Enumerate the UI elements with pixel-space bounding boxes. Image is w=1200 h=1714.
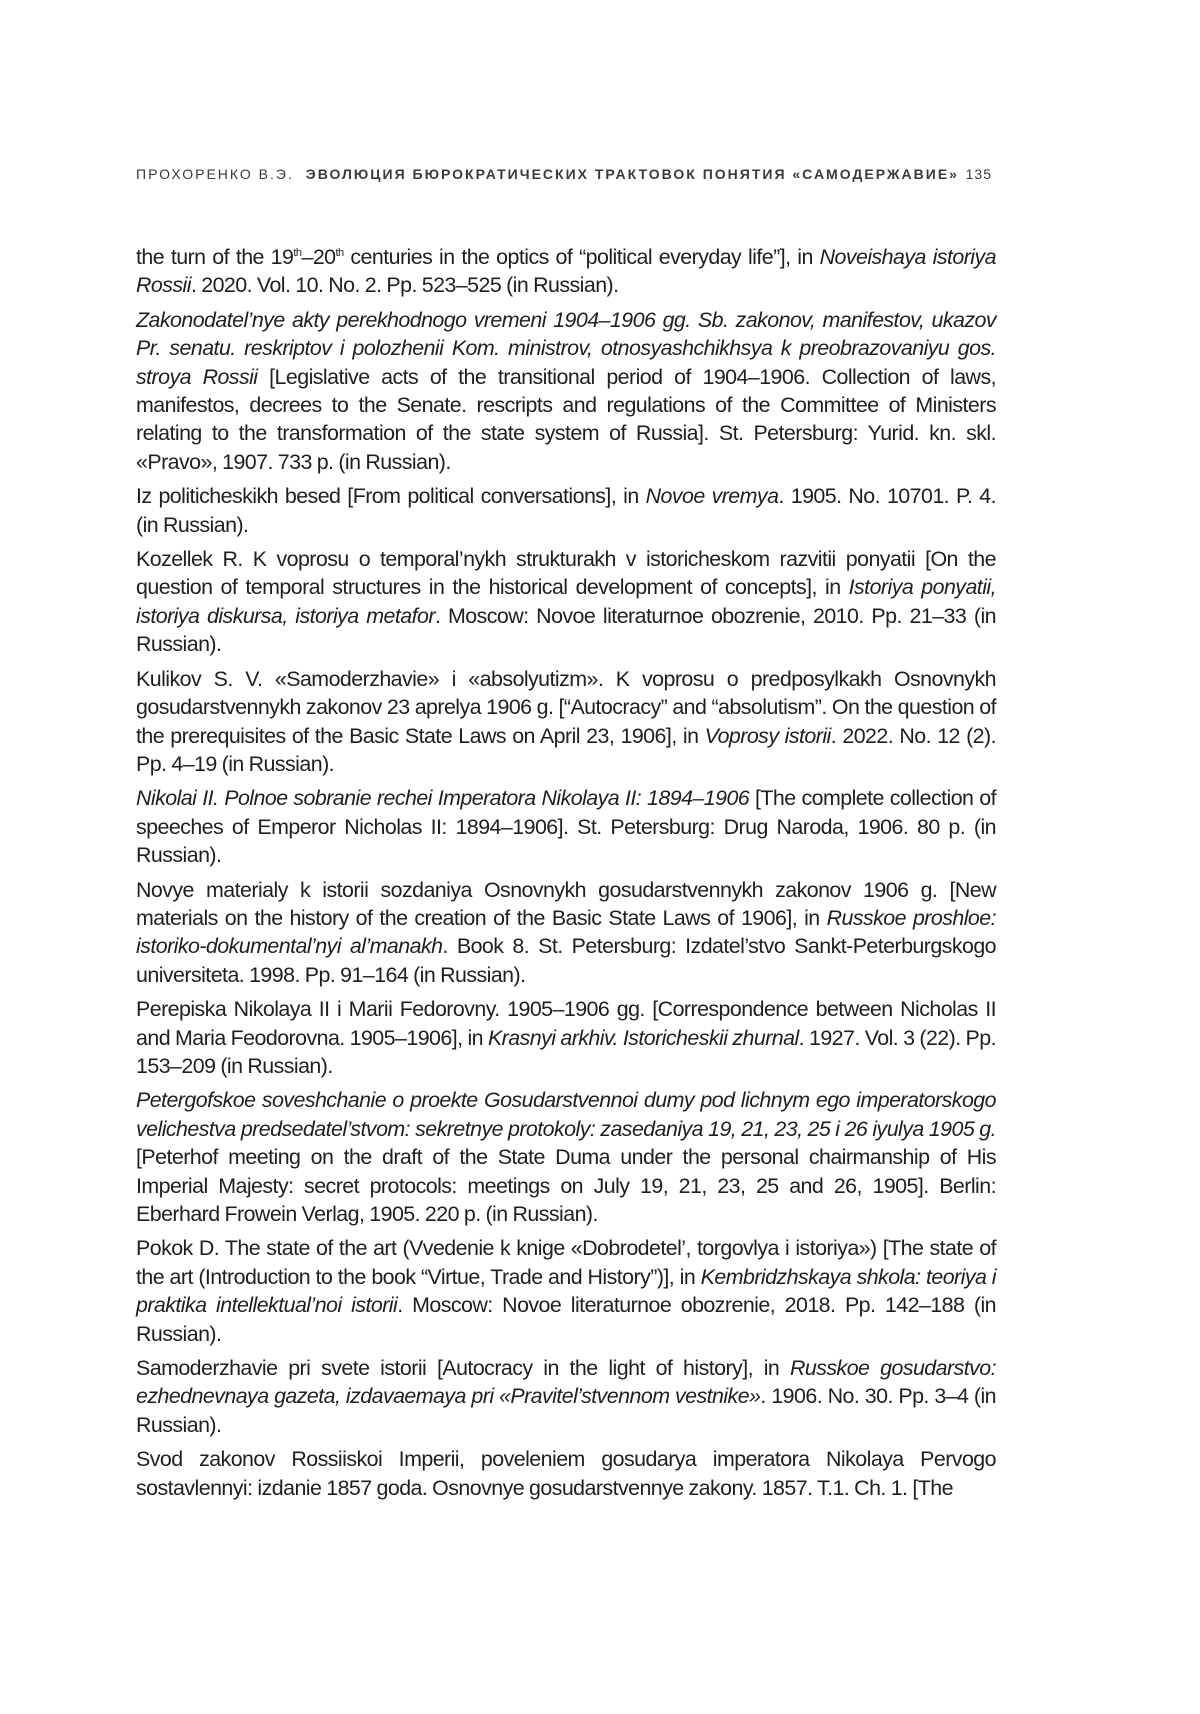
reference-entry — [136, 1086, 996, 1228]
reference-text: . 1927. Vol. 3 (22). Pp. 153–209 (in Russian). — [136, 1026, 996, 1078]
italic-title: Novoe vremya — [646, 484, 779, 508]
superscript-text: th — [336, 247, 344, 259]
italic-title: Kembridzhskaya shkola: teoriya i praktika intellektual’noi istorii — [136, 1265, 996, 1317]
reference-text: Perepiska Nikolaya II i Marii Fedorovny. 1905–1906 gg. [Correspondence between Nicholas II and Maria Feodorovna. 1905–1906], in — [136, 997, 996, 1049]
reference-entry — [136, 243, 996, 300]
reference-text: Pokok D. The state of the art (Vvedenie k knige «Dobrodetel’, torgovlya i istoriya») [The state of the art (Introduction to the book “Virtue, Trade and History”)], in — [136, 1236, 996, 1288]
italic-title: Zakonodatel’nye akty perekhodnogo vremeni 1904–1906 gg. Sb. zakonov, manifestov, ukazov Pr. senatu. reskriptov i polozhenii Kom. ministrov, otnosyashchikhsya k preobrazovaniyu gos. stroya Rossii — [136, 308, 996, 389]
superscript-text: th — [293, 247, 301, 259]
reference-text: . Moscow: Novoe literaturnoe obozrenie, 2018. Pp. 142–188 (in Russian). — [136, 1293, 996, 1345]
italic-title: Istoriya ponyatii, istoriya diskursa, istoriya metafor — [136, 575, 996, 627]
italic-title: Russkoe gosudarstvo: ezhednevnaya gazeta, izdavaemaya pri «Pravitel’stvennom vestnike» — [136, 1356, 996, 1408]
header-title: ЭВОЛЮЦИЯ БЮРОКРАТИЧЕСКИХ ТРАКТОВОК ПОНЯТИЯ «САМОДЕРЖАВИЕ» — [306, 166, 959, 182]
reference-entry — [136, 876, 996, 990]
reference-text: . 2020. Vol. 10. No. 2. Pp. 523–525 (in Russian). — [191, 273, 619, 297]
reference-entry — [136, 545, 996, 659]
reference-text: the turn of the 19 — [136, 245, 293, 269]
italic-title: Russkoe proshloe: istoriko-dokumental’nyi al’manakh — [136, 906, 996, 958]
reference-entry — [136, 1445, 996, 1502]
reference-entry — [136, 1234, 996, 1348]
italic-title: Noveishaya istoriya Rossii — [136, 245, 996, 297]
reference-entry — [136, 784, 996, 869]
italic-title: Voprosy istorii — [705, 724, 831, 748]
reference-text: . 1906. No. 30. Pp. 3–4 (in Russian). — [136, 1384, 996, 1436]
reference-entry — [136, 665, 996, 779]
reference-text: . Moscow: Novoe literaturnoe obozrenie, 2010. Pp. 21–33 (in Russian). — [136, 604, 996, 656]
reference-text: [The complete collection of speeches of Emperor Nicholas II: 1894–1906]. St. Petersburg: Drug Naroda, 1906. 80 p. (in Russian). — [136, 786, 996, 867]
italic-title: Petergofskoe soveshchanie o proekte Gosudarstvennoi dumy pod lichnym ego imperatorskogo velichestva predsedatel’stvom: sekretnye protokoly: zasedaniya 19, 21, 23, 25 i 26 iyulya 1905 g. — [136, 1088, 996, 1140]
reference-text: Novye materialy k istorii sozdaniya Osnovnykh gosudarstvennykh zakonov 1906 g. [New materials on the history of the creation of the Basic State Laws of 1906], in — [136, 878, 996, 930]
reference-list — [136, 243, 996, 1508]
reference-text: . 2022. No. 12 (2). Pp. 4–19 (in Russian). — [136, 724, 996, 776]
reference-entry — [136, 995, 996, 1080]
reference-text: Kulikov S. V. «Samoderzhavie» i «absolyutizm». K voprosu o predposylkakh Osnovnykh gosudarstvennykh zakonov 23 aprelya 1906 g. [“Autocracy” and “absolutism”. On the question of the prerequisites of the Basic State Laws on April 23, 1906], in — [136, 667, 996, 748]
reference-text: Svod zakonov Rossiiskoi Imperii, poveleniem gosudarya imperatora Nikolaya Pervogo sostavlennyi: izdanie 1857 goda. Osnovnye gosudarstvennye zakony. 1857. T.1. Ch. 1. [The — [136, 1447, 996, 1499]
reference-entry — [136, 306, 996, 476]
reference-text: [Legislative acts of the transitional period of 1904–1906. Collection of laws, manifestos, decrees to the Senate. rescripts and regulations of the Committee of Ministers relating to the transformation of the state system of Russia]. St. Petersburg: Yurid. kn. skl. «Pravo», 1907. 733 p. (in Russian). — [136, 365, 996, 474]
italic-title: Nikolai II. Polnoe sobranie rechei Imperatora Nikolaya II: 1894–1906 — [136, 786, 749, 810]
reference-text: –20 — [301, 245, 335, 269]
reference-text: . Book 8. St. Petersburg: Izdatel’stvo Sankt-Peterburgskogo universiteta. 1998. Pp. 91–164 (in Russian). — [136, 934, 996, 986]
reference-text: Samoderzhavie pri svete istorii [Autocracy in the light of history], in — [136, 1356, 790, 1380]
reference-entry — [136, 1354, 996, 1439]
reference-text: Kozellek R. K voprosu o temporal’nykh strukturakh v istoricheskom razvitii ponyatii [On the question of temporal structures in the historical development of concepts], in — [136, 547, 996, 599]
reference-text: centuries in the optics of “political everyday life”], in — [344, 245, 820, 269]
page-number: 135 — [966, 166, 992, 182]
header-authors: ПРОХОРЕНКО В.Э. — [136, 166, 294, 182]
reference-text: . 1905. No. 10701. P. 4. (in Russian). — [136, 484, 996, 536]
reference-text: Iz politicheskikh besed [From political conversations], in — [136, 484, 646, 508]
reference-text: [Peterhof meeting on the draft of the State Duma under the personal chairmanship of His Imperial Majesty: secret protocols: meetings on July 19, 21, 23, 25 and 26, 1905]. Berlin: Eberhard Frowein Verlag, 1905. 220 p. (in Russian). — [136, 1145, 996, 1226]
italic-title: Krasnyi arkhiv. Istoricheskii zhurnal — [488, 1026, 799, 1050]
reference-entry — [136, 482, 996, 539]
running-head — [136, 166, 992, 182]
